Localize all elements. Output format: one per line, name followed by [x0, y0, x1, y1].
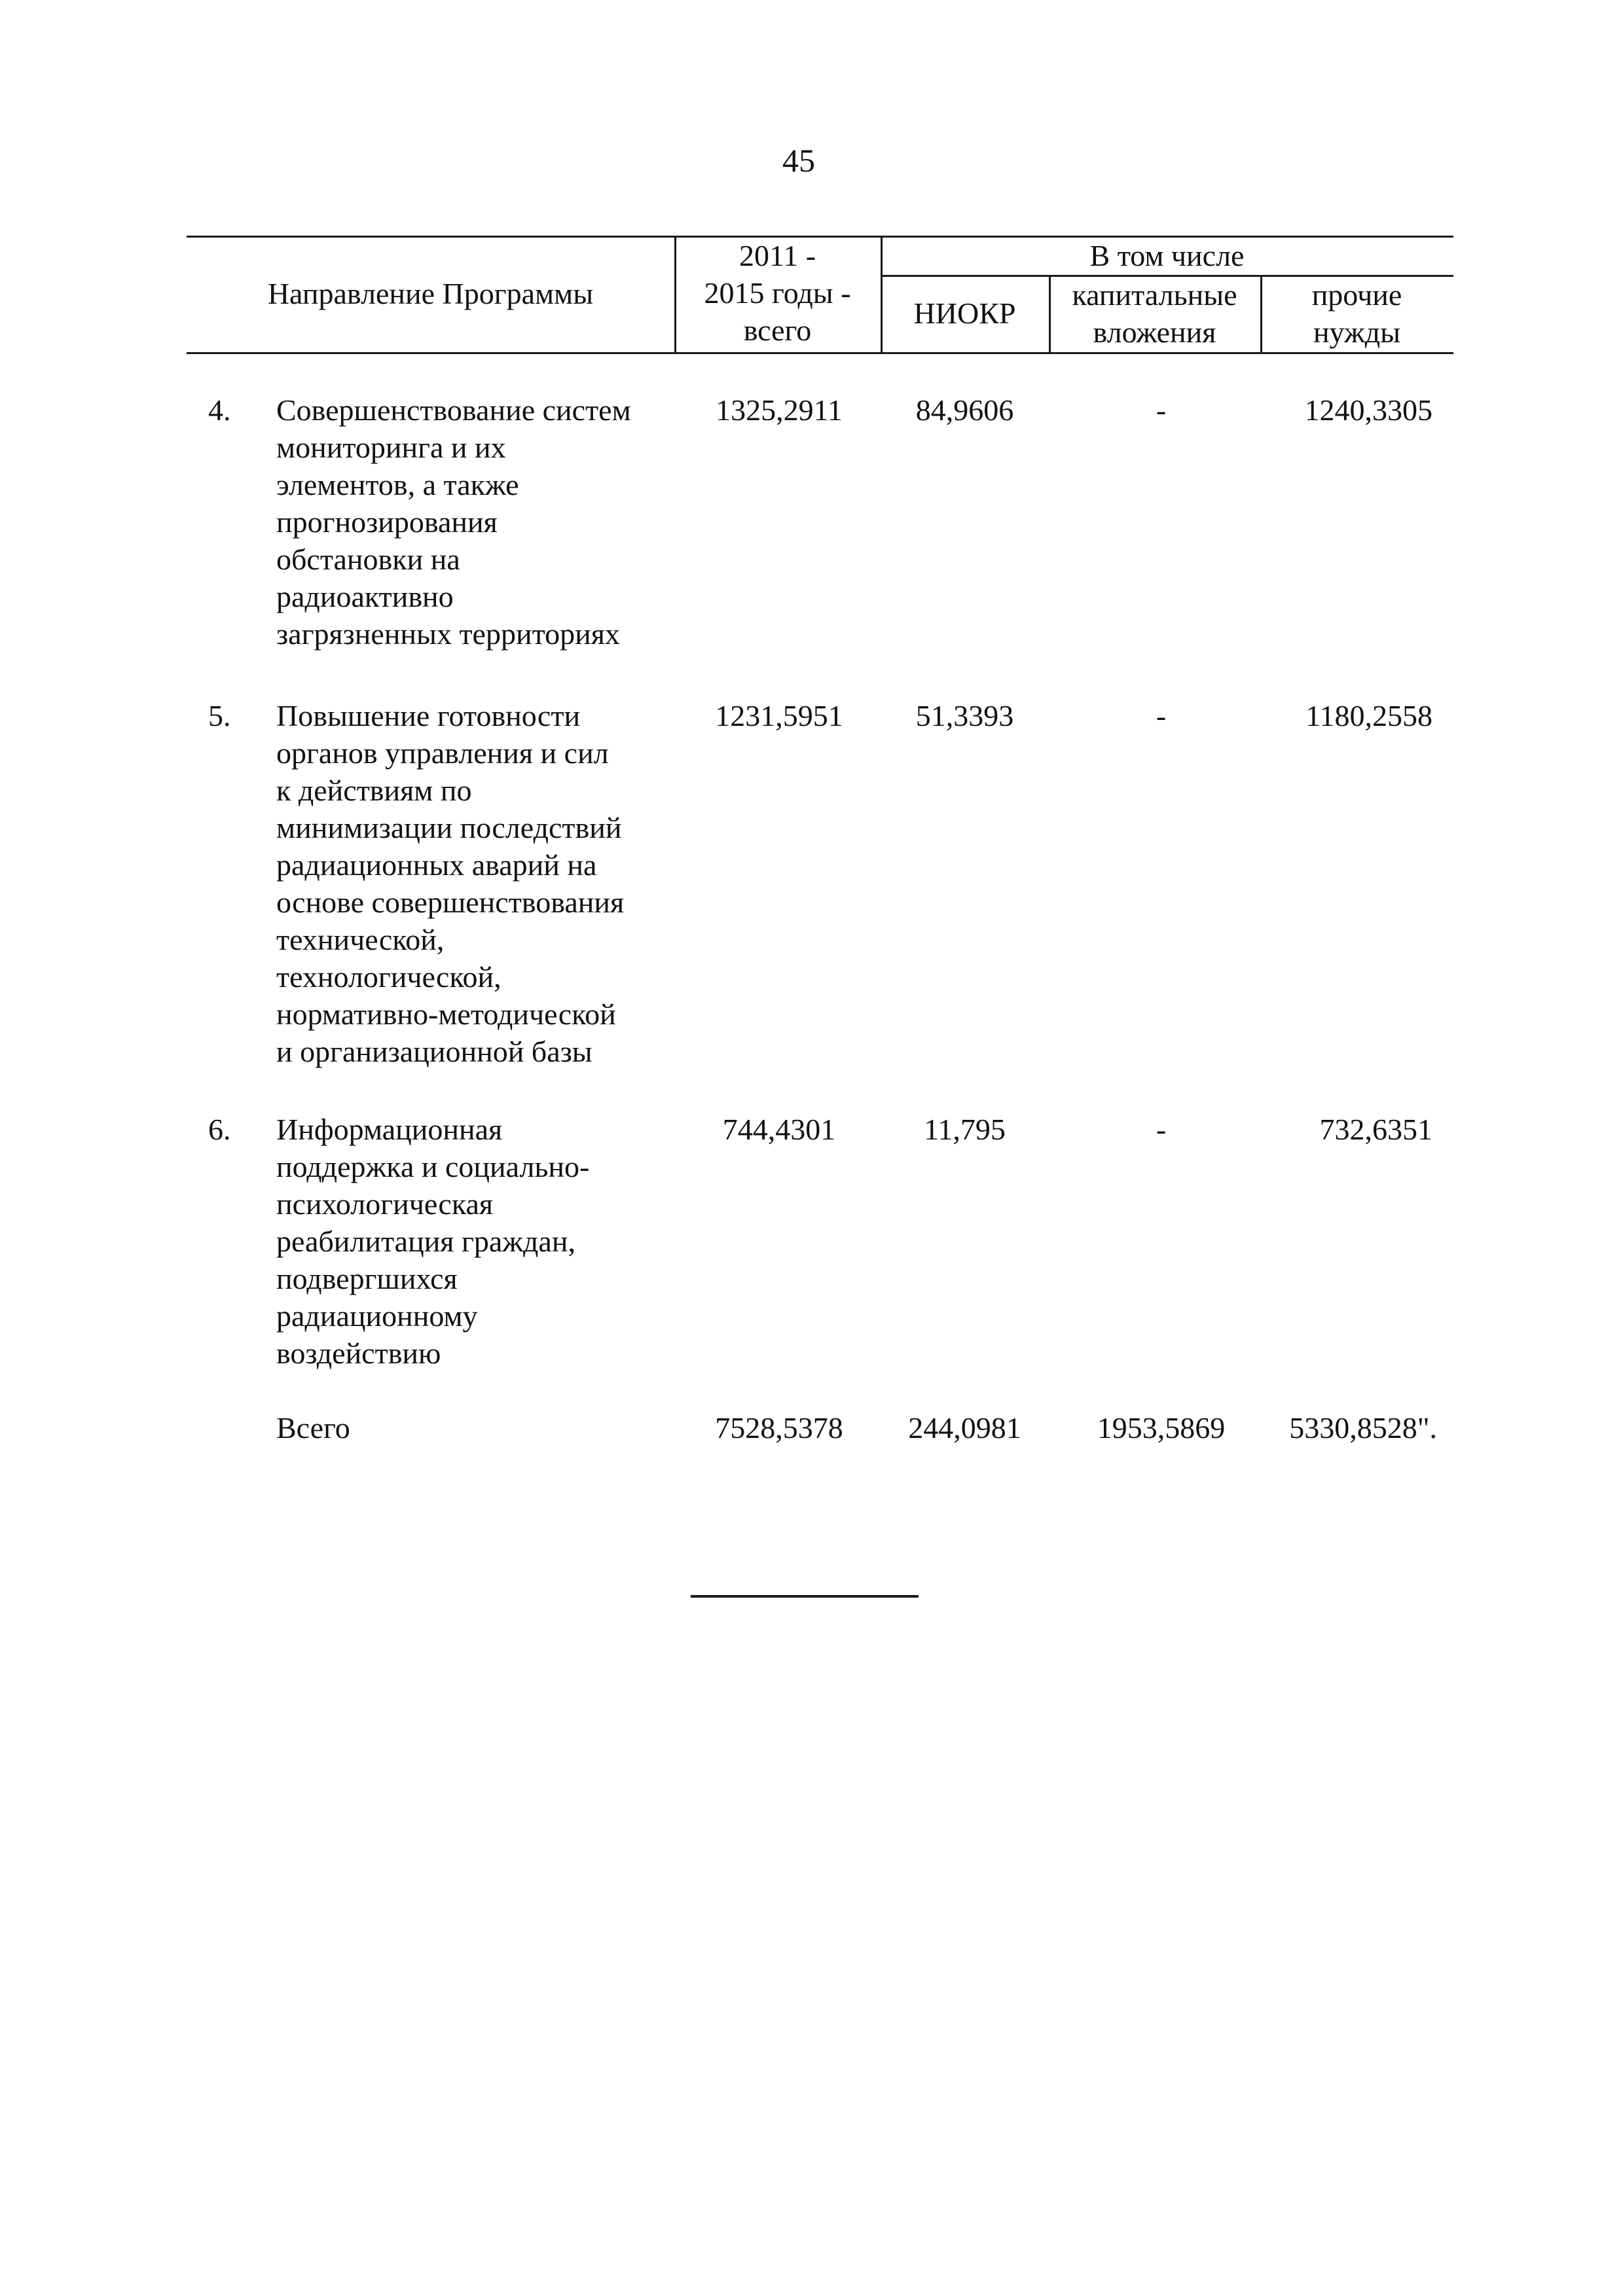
row-capital: - — [1156, 393, 1167, 427]
header-other: прочие нужды — [1311, 278, 1402, 349]
row-number: 4. — [208, 393, 231, 427]
row-number: 6. — [208, 1113, 231, 1146]
totals-other: 5330,8528". — [1289, 1411, 1437, 1444]
row-total: 1325,2911 — [716, 393, 843, 427]
totals-total: 7528,5378 — [715, 1411, 843, 1444]
row-total: 744,4301 — [722, 1113, 836, 1146]
row-other: 732,6351 — [1319, 1113, 1432, 1146]
row-number: 5. — [208, 699, 231, 732]
totals-niokr: 244,0981 — [908, 1411, 1021, 1444]
row-direction: Повышение готовности органов управления и сил к действиям по минимизации последствий радиационных аварий на основе совершенствования технической, технологической, нормативно-методической и организационной базы — [276, 699, 625, 1068]
row-direction: Совершенствование систем мониторинга и их элементов, а также прогнозирования обстановки на радиоактивно загрязненных территориях — [276, 393, 631, 651]
row-capital: - — [1156, 699, 1167, 732]
row-capital: - — [1156, 1113, 1167, 1146]
row-other: 1240,3305 — [1304, 393, 1432, 427]
row-niokr: 51,3393 — [915, 699, 1014, 732]
header-bottom-rule — [187, 352, 1453, 354]
header-total: 2011 - 2015 годы - всего — [704, 239, 851, 347]
header-including: В том числе — [1089, 239, 1245, 272]
header-capital: капитальные вложения — [1072, 278, 1237, 349]
row-other: 1180,2558 — [1305, 699, 1432, 732]
row-total: 1231,5951 — [715, 699, 843, 732]
row-niokr: 84,9606 — [915, 393, 1014, 427]
totals-label: Всего — [276, 1411, 350, 1444]
row-direction: Информационная поддержка и социально- психологическая реабилитация граждан, подвергшихся радиационному воздействию — [276, 1113, 590, 1370]
header-niokr: НИОКР — [913, 296, 1016, 330]
row-niokr: 11,795 — [924, 1113, 1006, 1146]
totals-capital: 1953,5869 — [1097, 1411, 1226, 1444]
end-of-document-rule — [691, 1595, 919, 1598]
header-direction: Направление Программы — [267, 277, 594, 310]
page-number: 45 — [782, 142, 815, 179]
